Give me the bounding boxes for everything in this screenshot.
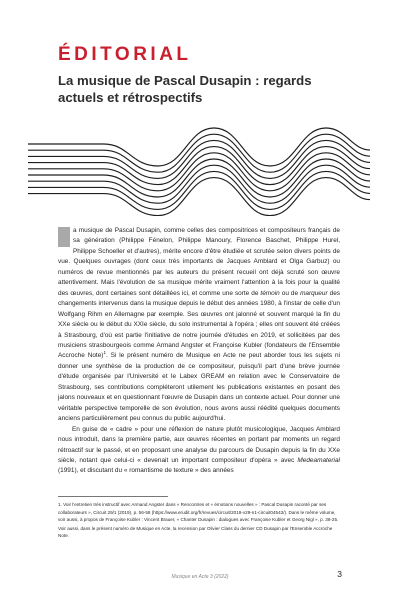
- footnote-divider: [58, 496, 168, 497]
- dropcap: [58, 227, 70, 247]
- paragraph-1-end: . Si le présent numéro de Musique en Acte ne peut aborder tous les sujets ni donner une synthèse de la production de ce compositeur, puisqu'il part d'une brève journée d'étude organisée par l'Université et le Labex GREAM en relation avec le Conservatoire de Strasbourg, ses contributions compléteront utilement les publications existantes en posant des jalons nouveaux et en questionnant l'œuvre de Dusapin dans un contexte actuel. Pour donner une véritable perspective temporelle de son évolution, nous avons aussi réédité quelques documents anciens particulièrement peu connus du public aujourd'hui.: [58, 352, 340, 423]
- footnotes: [58, 501, 340, 541]
- wave-line: [28, 178, 370, 216]
- paragraph-1-text: a musique de Pascal Dusapin, comme celles des compositrices et compositeurs français de sa génération (Philippe Fénelon, Philippe Manoury, Florence Baschet, Philippe Hurel, Philippe Schoeller et d'autres), mérite encore d'être étudiée et scrutée selon divers points de vue. Quelques ouvrages (dont ceux très importants de Jacques Amblard et Olga Garbuz) ou numéros de revue mentionnés par les auteurs du présent recueil ont déjà scruté son œuvre attentivement. Mais l'évolution de sa musique mérite vraiment l'attention à la fois pour la qualité des œuvres, dont certaines sont détaillées ici, et comme une sorte de: [58, 227, 340, 297]
- wave-line: [28, 159, 370, 197]
- footnote-ref-1[interactable]: 1: [103, 350, 106, 356]
- wave-line: [28, 165, 370, 203]
- wave-line: [28, 153, 370, 191]
- footnote-note: Voir aussi, dans le présent numéro de Musique en Acte, la recension par Olivier Class du dernier CD Dusapin par l'Ensemble Accroche Note.: [58, 525, 333, 539]
- decorative-waves: [0, 126, 400, 216]
- emphasis-temoin: témoin: [260, 289, 280, 297]
- emphasis-medeamaterial: Medeamaterial: [297, 456, 340, 464]
- running-footer: Musique en Acte 3 (2022): [171, 574, 229, 580]
- paragraph-2-text: En guise de « cadre » pour une réflexion de nature plutôt musicologique, Jacques Amblard nous introduit, dans la première partie, aux œuvres récentes en portant par moments un regard rétroactif sur le passé, et en proposant une analyse du parcours de Dusapin depuis la fin du XXe siècle, notant que celui-ci « devenait un important compositeur d'opéra » avec: [58, 425, 340, 464]
- article-body: [58, 226, 340, 477]
- emphasis-marqueur: marqueur: [300, 289, 328, 297]
- paragraph-1-continued: des changements intervenus dans la musique depuis le début des années 1980, à l'instar de celle d'un Wolfgang Rihm en Allemagne par exemple. Ses œuvres ont jalonné et souvent marqué la fin du XXe siècle ou le début du XXIe siècle, du solo instrumental à l'opéra ; elles ont souvent été créées à Strasbourg, d'où est partie l'initiative de notre journée d'études en 2019, et sollicitées par des musiciens strasbourgeois comme Armand Angster et Françoise Kubler (fondateurs de l'Ensemble Accroche Note): [58, 289, 341, 360]
- section-heading: ÉDITORIAL: [58, 44, 192, 65]
- paragraph-2-continued: (1991), et discutant du « romantisme de texture » des années: [58, 467, 234, 475]
- wave-line: [28, 171, 370, 209]
- article-title: La musique de Pascal Dusapin : regards actuels et rétrospectifs: [58, 73, 312, 105]
- footnote-1: 1. Voir l'entretien très instructif avec Armand Angster dans « Rencontres et « émotions nouvelles » : Pascal Dusapin raconté par ses collaborateurs », Circuit 29/1 (2019), p. 56-58 (https://www.erudit.org/fr/revues/circuit/2019-v29-n1-circuit04543/). Dans le même volume, voir aussi, à propos de Françoise Kubler : Vincent Brauer, « Chanter Dusapin : dialogues avec Françoise Kubler et Georg Nigl », p. 38-25.: [58, 502, 339, 523]
- paragraph-1-connector: ou de: [281, 289, 299, 297]
- page-number: 3: [337, 569, 342, 579]
